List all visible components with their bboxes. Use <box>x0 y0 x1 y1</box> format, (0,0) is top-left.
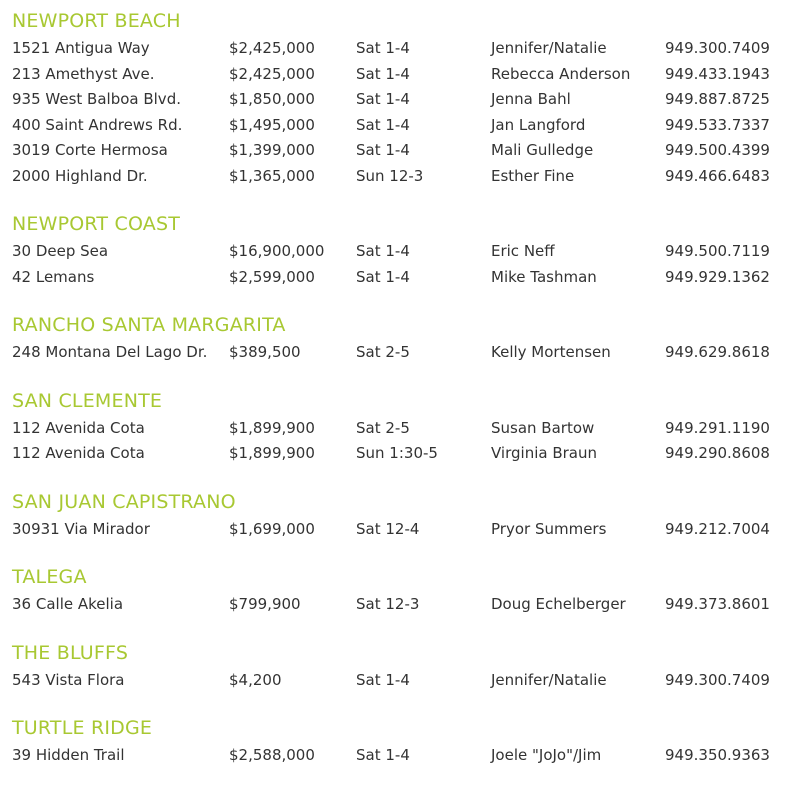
listing-address: 400 Saint Andrews Rd. <box>12 115 183 134</box>
listing-section <box>10 211 785 290</box>
listing-price: $1,699,000 <box>229 519 315 538</box>
listing-section <box>10 489 785 543</box>
listing-row <box>10 340 785 366</box>
listing-agent-phone: 949.929.1362 <box>665 267 770 286</box>
listing-agent-name: Eric Neff <box>491 242 555 260</box>
section-spacer <box>10 189 785 211</box>
listing-address: 543 Vista Flora <box>12 670 125 689</box>
listing-agent-name: Susan Bartow <box>491 418 595 437</box>
listing-agent-name: Doug Echelberger <box>491 595 626 613</box>
section-spacer <box>10 542 785 564</box>
listing-address: 2000 Highland Dr. <box>12 166 148 185</box>
listing-row <box>10 138 785 164</box>
listing-agent-phone: 949.300.7409 <box>665 670 770 689</box>
section-title: SAN CLEMENTE <box>12 389 163 412</box>
listing-agent-phone: 949.291.1190 <box>665 418 770 437</box>
section-title: SAN JUAN CAPISTRANO <box>12 490 236 513</box>
listing-row <box>10 265 785 291</box>
listing-section <box>10 640 785 694</box>
listing-open-house-time: Sat 1-4 <box>356 267 410 286</box>
listing-price: $799,900 <box>229 595 301 613</box>
listing-open-house-time: Sat 1-4 <box>356 39 410 57</box>
listing-agent-phone: 949.290.8608 <box>665 444 770 462</box>
listing-agent-name: Mali Gulledge <box>491 141 594 159</box>
listing-row <box>10 668 785 694</box>
listing-open-house-time: Sun 12-3 <box>356 166 424 185</box>
listing-agent-name: Kelly Mortensen <box>491 343 611 361</box>
listing-agent-phone: 949.887.8725 <box>665 90 770 108</box>
listing-row <box>10 517 785 543</box>
listing-open-house-time: Sat 2-5 <box>356 418 410 437</box>
listing-agent-name: Pryor Summers <box>491 519 607 538</box>
section-spacer <box>10 693 785 715</box>
listing-address: 248 Montana Del Lago Dr. <box>12 343 208 361</box>
listing-address: 112 Avenida Cota <box>12 418 145 437</box>
listing-open-house-time: Sat 1-4 <box>356 141 410 159</box>
listing-row <box>10 87 785 113</box>
listing-open-house-time: Sat 12-4 <box>356 519 420 538</box>
listing-section <box>10 312 785 366</box>
listing-address: 30 Deep Sea <box>12 242 109 260</box>
section-title: TALEGA <box>12 566 87 588</box>
listing-agent-phone: 949.533.7337 <box>665 115 770 134</box>
section-title: THE BLUFFS <box>12 641 129 664</box>
listing-address: 112 Avenida Cota <box>12 444 145 462</box>
listing-price: $1,899,900 <box>229 418 315 437</box>
section-spacer <box>10 618 785 640</box>
listing-agent-phone: 949.300.7409 <box>665 39 770 57</box>
listing-section <box>10 564 785 618</box>
listing-agent-phone: 949.373.8601 <box>665 595 770 613</box>
listing-address: 30931 Via Mirador <box>12 519 150 538</box>
section-title: NEWPORT COAST <box>12 213 181 235</box>
listing-price: $2,425,000 <box>229 64 315 83</box>
listing-agent-phone: 949.500.7119 <box>665 242 770 260</box>
listing-section <box>10 8 785 189</box>
listing-open-house-time: Sat 1-4 <box>356 670 410 689</box>
listing-address: 36 Calle Akelia <box>12 595 124 613</box>
listing-agent-name: Jennifer/Natalie <box>491 670 607 689</box>
listing-price: $1,899,900 <box>229 444 315 462</box>
listing-section <box>10 715 785 769</box>
listing-address: 213 Amethyst Ave. <box>12 64 155 83</box>
section-title: RANCHO SANTA MARGARITA <box>12 314 286 336</box>
listing-price: $2,588,000 <box>229 746 315 764</box>
listing-agent-name: Jan Langford <box>491 115 586 134</box>
listing-agent-name: Joele "JoJo"/Jim <box>491 746 602 764</box>
listing-open-house-time: Sat 12-3 <box>356 595 420 613</box>
listing-row <box>10 743 785 769</box>
listing-address: 935 West Balboa Blvd. <box>12 90 181 108</box>
section-spacer <box>10 290 785 312</box>
listing-row <box>10 113 785 139</box>
listing-row <box>10 164 785 190</box>
listing-agent-phone: 949.629.8618 <box>665 343 770 361</box>
listing-address: 3019 Corte Hermosa <box>12 141 168 159</box>
listing-open-house-time: Sat 2-5 <box>356 343 410 361</box>
listing-agent-name: Mike Tashman <box>491 267 597 286</box>
listing-price: $1,850,000 <box>229 90 315 108</box>
listing-agent-name: Rebecca Anderson <box>491 64 631 83</box>
listing-row <box>10 592 785 618</box>
listing-open-house-time: Sat 1-4 <box>356 115 410 134</box>
listing-agent-name: Virginia Braun <box>491 444 597 462</box>
listing-address: 42 Lemans <box>12 267 95 286</box>
listing-agent-phone: 949.350.9363 <box>665 746 770 764</box>
section-title: TURTLE RIDGE <box>12 717 153 739</box>
listing-price: $1,495,000 <box>229 115 315 134</box>
listing-agent-phone: 949.433.1943 <box>665 64 770 83</box>
listing-price: $1,399,000 <box>229 141 315 159</box>
listing-price: $2,599,000 <box>229 267 315 286</box>
listing-section <box>10 388 785 467</box>
listing-price: $389,500 <box>229 343 301 361</box>
listing-row <box>10 239 785 265</box>
listing-row <box>10 441 785 467</box>
listing-row <box>10 36 785 62</box>
listing-open-house-time: Sat 1-4 <box>356 64 410 83</box>
listing-agent-name: Jennifer/Natalie <box>491 39 607 57</box>
listing-price: $1,365,000 <box>229 166 315 185</box>
listing-open-house-time: Sat 1-4 <box>356 746 410 764</box>
listing-agent-phone: 949.212.7004 <box>665 519 770 538</box>
listing-agent-name: Esther Fine <box>491 166 575 185</box>
listing-row <box>10 62 785 88</box>
listing-agent-phone: 949.500.4399 <box>665 141 770 159</box>
listing-open-house-time: Sat 1-4 <box>356 90 410 108</box>
listing-address: 1521 Antigua Way <box>12 39 150 57</box>
listing-price: $16,900,000 <box>229 242 325 260</box>
listing-agent-phone: 949.466.6483 <box>665 166 770 185</box>
listing-price: $2,425,000 <box>229 39 315 57</box>
section-spacer <box>10 366 785 388</box>
section-spacer <box>10 467 785 489</box>
listing-open-house-time: Sun 1:30-5 <box>356 444 438 462</box>
listing-open-house-time: Sat 1-4 <box>356 242 410 260</box>
listing-address: 39 Hidden Trail <box>12 746 125 764</box>
listing-price: $4,200 <box>229 670 282 689</box>
listing-row <box>10 416 785 442</box>
listing-agent-name: Jenna Bahl <box>491 90 571 108</box>
section-title: NEWPORT BEACH <box>12 10 181 32</box>
